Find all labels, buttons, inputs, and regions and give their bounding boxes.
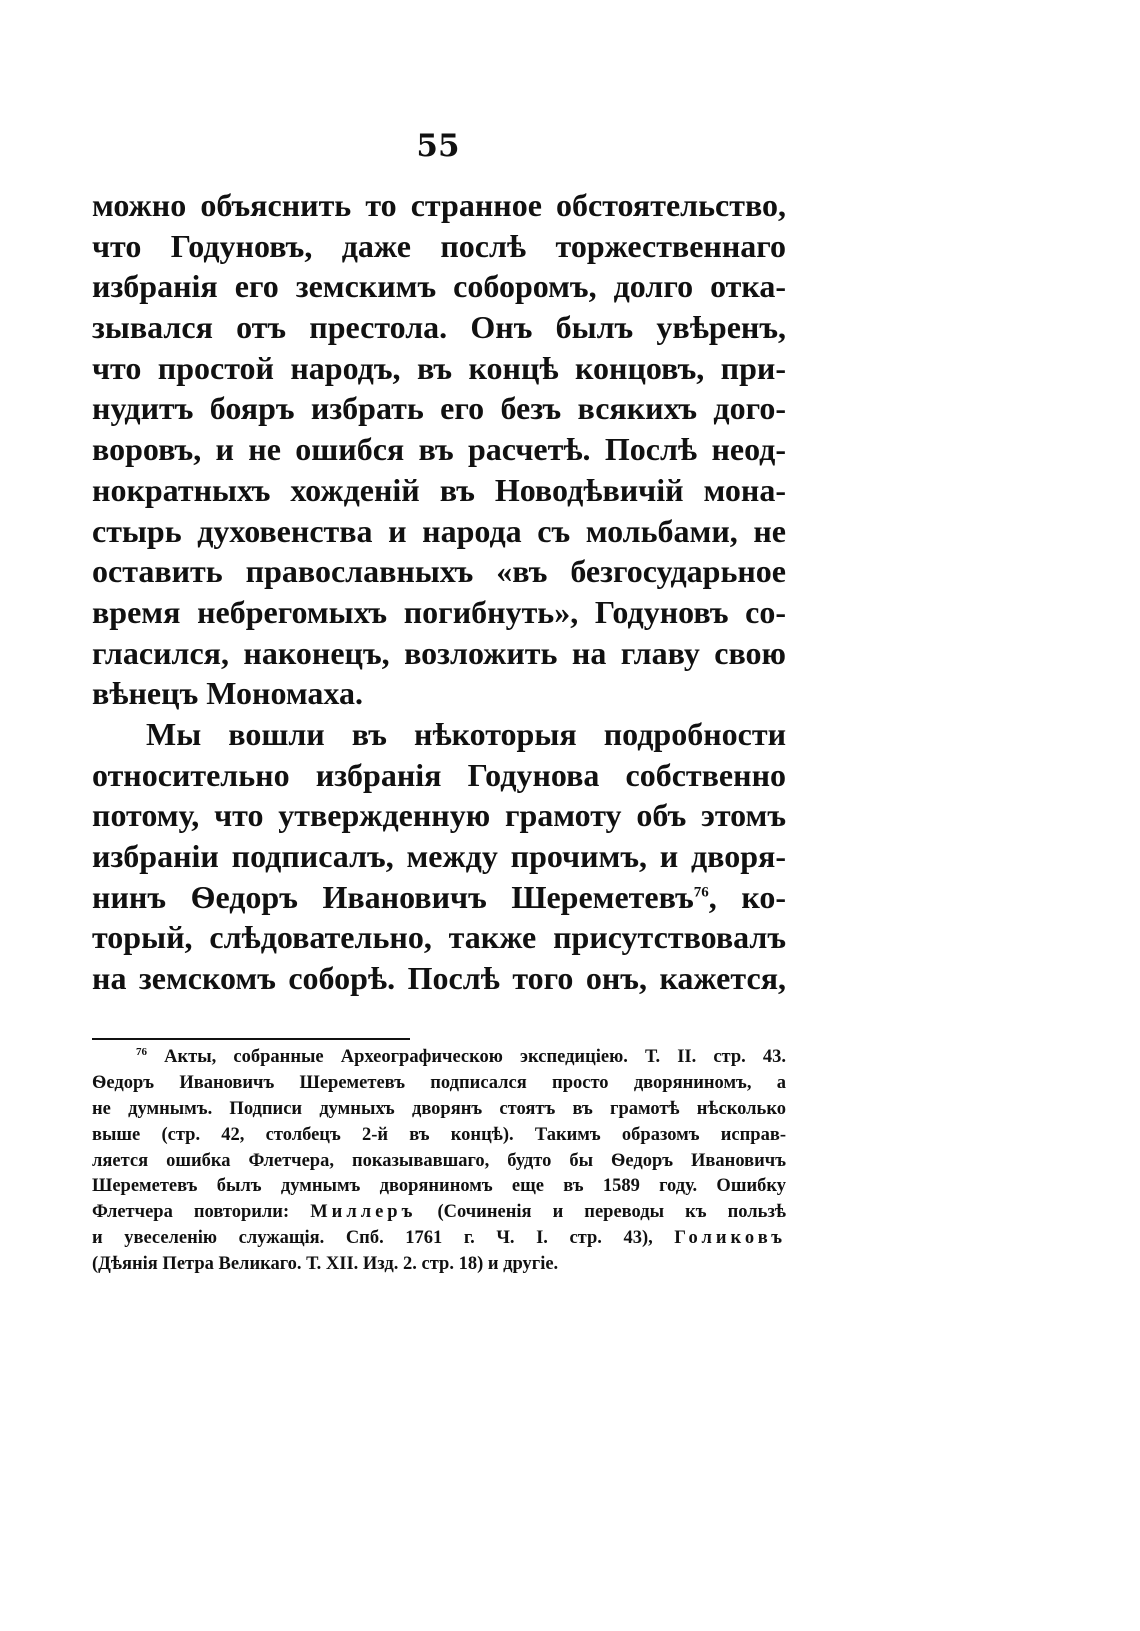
footnote-reference: 76 — [693, 884, 709, 901]
text-line: избранія его земскимъ соборомъ, долго отка- — [92, 268, 786, 305]
footnote-divider — [92, 1038, 410, 1040]
footnote-text: и увеселенію служащія. Спб. 1761 г. Ч. I. стр. 43), — [92, 1228, 653, 1249]
text-segment: нинъ Ѳедоръ Ивановичъ Шереметевъ — [92, 878, 694, 915]
text-line: гласился, наконецъ, возложить на главу свою — [92, 634, 786, 671]
author-name: Миллеръ — [310, 1202, 417, 1223]
paragraph-2 — [92, 714, 786, 999]
text-line: потому, что утвержденную грамоту объ этомъ — [92, 797, 786, 834]
footnote-line: Шереметевъ былъ думнымъ дворяниномъ еще въ 1589 году. Ошибку — [92, 1176, 786, 1197]
text-line: вѣнецъ Мономаха. — [92, 675, 363, 712]
footnote-line: ляется ошибка Флетчера, показывавшаго, будто бы Ѳедоръ Ивановичъ — [92, 1150, 786, 1171]
body-text — [92, 185, 786, 999]
text-line: время небрегомыхъ погибнуть», Годуновъ со- — [92, 593, 786, 630]
footnote-line — [92, 1226, 786, 1252]
footnote-text: Флетчера повторили: — [92, 1202, 290, 1223]
text-line-with-footnote-ref — [92, 877, 786, 918]
footnote-marker: 76 — [136, 1045, 147, 1058]
paragraph-1 — [92, 185, 786, 714]
footnote-line: Ѳедоръ Ивановичъ Шереметевъ подписался просто дворяниномъ, а — [92, 1072, 786, 1093]
footnote-text: (Сочиненія и переводы къ пользѣ — [437, 1202, 787, 1223]
page-number: 55 — [416, 128, 460, 164]
text-line: стырь духовенства и народа съ мольбами, не — [92, 512, 786, 549]
author-name: Голиковъ — [674, 1228, 787, 1249]
footnote-text: Акты, собранные Археографическою экспедиціею. Т. II. стр. 43. — [164, 1047, 787, 1067]
footnote-line — [92, 1200, 786, 1226]
footnote-line: выше (стр. 42, столбецъ 2-й въ концѣ). Такимъ образомъ исправ- — [92, 1124, 786, 1145]
footnote-line — [92, 1045, 786, 1071]
text-line: нудитъ бояръ избрать его безъ всякихъ дого- — [92, 390, 786, 427]
text-line: оставить православныхъ «въ безгосударьное — [92, 553, 786, 590]
text-line: нократныхъ хожденій въ Новодѣвичій мона- — [92, 471, 786, 508]
text-line: что Годуновъ, даже послѣ торжественнаго — [92, 227, 786, 264]
text-line: торый, слѣдовательно, также присутствовалъ — [92, 919, 786, 956]
footnote-line: (Дѣянія Петра Великаго. Т. XII. Изд. 2. стр. 18) и другіе. — [92, 1254, 559, 1275]
text-line: воровъ, и не ошибся въ расчетѣ. Послѣ неод- — [92, 431, 786, 468]
text-line: можно объяснить то странное обстоятельство, — [92, 187, 786, 223]
text-line: относительно избранія Годунова собственно — [92, 756, 786, 793]
text-line: избраніи подписалъ, между прочимъ, и дворя- — [92, 838, 786, 874]
text-line: зывался отъ престола. Онъ былъ увѣренъ, — [92, 309, 786, 346]
footnote-line: не думнымъ. Подписи думныхъ дворянъ стоятъ въ грамотѣ нѣсколько — [92, 1098, 786, 1119]
text-line: что простой народъ, въ концѣ концовъ, при- — [92, 349, 786, 386]
text-segment: , ко- — [708, 878, 787, 915]
footnote-76 — [92, 1045, 786, 1278]
text-line: на земскомъ соборѣ. Послѣ того онъ, кажется, — [92, 960, 786, 997]
text-line: Мы вошли въ нѣкоторыя подробности — [146, 715, 786, 752]
